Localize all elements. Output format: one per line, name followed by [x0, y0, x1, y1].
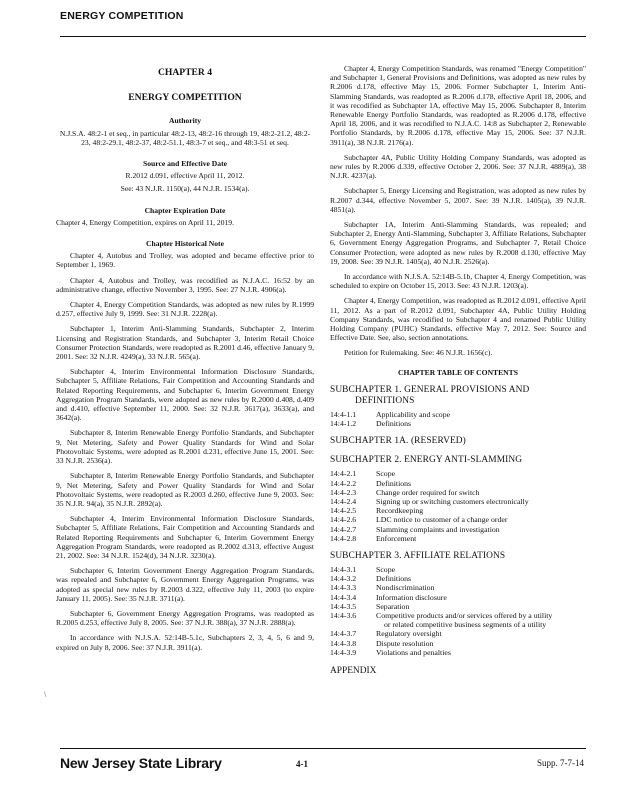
footer-supplement: Supp. 7-7-14	[537, 758, 584, 768]
toc-section-title	[376, 565, 586, 574]
toc-section-title-cont: or related competitive business segments of a utility	[384, 620, 547, 630]
toc-section-title	[376, 419, 586, 428]
history-paragraph: Subchapter 6, Interim Government Energy Aggregation Program Standards, was repealed and Subchapter 6, Government Energy Aggregation Programs, was adopted as special new rules by R.2003 d.322, effective July 11, 2003 (to expire January 11, 2005). See: 35 N.J.R. 3711(a).	[56, 566, 314, 603]
source-line-2: See: 43 N.J.R. 1150(a), 44 N.J.R. 1534(a).	[120, 184, 250, 194]
toc-subchapter-heading[interactable]	[330, 455, 586, 466]
toc-section-title-text: Violations and penalties	[376, 647, 451, 657]
source-heading: Source and Effective Date	[142, 159, 227, 169]
toc-section-row[interactable]	[330, 410, 586, 419]
toc-section-number: 14:4-3.1	[330, 564, 357, 574]
toc-section-row[interactable]	[330, 611, 586, 629]
toc-section-row[interactable]	[330, 574, 586, 583]
toc-section-row[interactable]	[330, 534, 586, 543]
history-paragraph: Subchapter 5, Energy Licensing and Registration, was adopted as new rules by R.2007 d.344, effective November 5, 2007. See: 39 N.J.R. 1405(a), 39 N.J.R. 4851(a).	[330, 186, 586, 214]
chapter-title: ENERGY COMPETITION	[128, 92, 242, 104]
toc-section-title	[376, 506, 586, 515]
toc-section-number: 14:4-3.3	[330, 583, 357, 593]
toc-section-title	[376, 488, 586, 497]
toc-section-title-text: Enforcement	[376, 533, 417, 543]
toc-subchapter-title: SUBCHAPTER 3. AFFILIATE RELATIONS	[330, 550, 506, 561]
toc-section-number: 14:4-2.6	[330, 515, 357, 525]
history-paragraph: In accordance with N.J.S.A. 52:14B-5.1b, Chapter 4, Energy Competition, was scheduled to expire on October 15, 2013. See: 43 N.J.R. 1203(a).	[330, 272, 586, 291]
history-paragraph: Subchapter 4A, Public Utility Holding Company Standards, was adopted as new rules by R.2006 d.339, effective October 2, 2006. See: 37 N.J.R. 4889(a), 38 N.J.R. 4237(a).	[330, 152, 586, 181]
expiration-heading: Chapter Expiration Date	[144, 205, 226, 215]
margin-mark: \	[44, 690, 47, 699]
toc-section-title-text: Scope	[376, 564, 396, 574]
toc-section-row[interactable]	[330, 602, 586, 611]
toc-section-title-text: Competitive products and/or services offered by a utility	[376, 610, 553, 620]
toc-section-row[interactable]	[330, 469, 586, 478]
toc-section-title-text: Applicability and scope	[376, 409, 451, 419]
toc-subchapter-title-cont: DEFINITIONS	[355, 395, 415, 406]
toc-section-title	[376, 410, 586, 419]
toc-appendix[interactable]: APPENDIX	[330, 665, 377, 676]
toc-section-title	[376, 583, 586, 592]
toc-section-title-text: Dispute resolution	[376, 638, 434, 648]
authority-heading: Authority	[168, 116, 202, 126]
toc-section-title	[376, 602, 586, 611]
history-right-paragraphs	[330, 64, 586, 342]
history-paragraph: Subchapter 1, Interim Anti-Slamming Standards, Subchapter 2, Interim Licensing and Registration Standards, and Subchapter 3, Interim Retail Choice Consumer Protection Standards, were readopted as R.2001 d.46, effective January 9, 2001. See: 32 N.J.R. 4249(a), 33 N.J.R. 565(a).	[56, 324, 314, 362]
history-paragraph: Chapter 4, Energy Competition Standards, was adopted as new rules by R.1999 d.257, effective July 9, 1999. See: 31 N.J.R. 2228(a).	[56, 300, 314, 319]
petition-text: Petition for Rulemaking. See: 46 N.J.R. 1656(c).	[344, 348, 493, 358]
toc-section-title-text: Scope	[376, 469, 396, 479]
history-paragraph: Subchapter 8, Interim Renewable Energy Portfolio Standards, and Subchapter 9, Net Metering, Safety and Power Quality Standards for Wind and Solar Photovoltaic Systems, were adopted as R.2001 d.231, effective June 15, 2001. See: 33 N.J.R. 2536(a).	[56, 428, 314, 466]
toc-section-title	[376, 534, 586, 543]
toc-section-title-text: Slamming complaints and investigation	[376, 524, 500, 534]
toc-section-title	[376, 469, 586, 478]
toc-section-number: 14:4-3.5	[330, 601, 357, 611]
toc-section-number: 14:4-2.5	[330, 506, 357, 516]
toc-section-title	[376, 648, 586, 657]
source-line-1: R.2012 d.091, effective April 11, 2012.	[125, 171, 245, 181]
history-paragraph: Chapter 4, Autobus and Trolley, was adopted and became effective prior to September 1, 1969.	[56, 251, 314, 270]
toc-section-title	[376, 479, 586, 488]
toc-section-row[interactable]	[330, 525, 586, 534]
toc-subchapter-title: SUBCHAPTER 1A. (RESERVED)	[330, 436, 466, 447]
footer-library-name: New Jersey State Library	[60, 755, 222, 771]
toc-section-title	[376, 515, 586, 524]
history-heading: Chapter Historical Note	[146, 239, 224, 249]
toc-section-title	[376, 639, 586, 648]
toc-section-title-text: Regulatory oversight	[376, 629, 442, 639]
toc-section-number: 14:4-3.8	[330, 638, 357, 648]
toc-section-row[interactable]	[330, 479, 586, 488]
toc-section-row[interactable]	[330, 583, 586, 592]
chapter-label: CHAPTER 4	[157, 67, 213, 78]
toc-section-row[interactable]	[330, 515, 586, 524]
toc-section-number: 14:4-2.8	[330, 533, 357, 543]
toc-section-number: 14:4-3.7	[330, 629, 357, 639]
toc-section-title-text: Definitions	[376, 478, 412, 488]
toc-section-title	[376, 593, 586, 602]
history-left-paragraphs	[56, 251, 314, 652]
history-paragraph: Subchapter 8, Interim Renewable Energy Portfolio Standards, and Subchapter 9, Net Metering, Safety and Power Quality Standards for Wind and Solar Photovoltaic Systems, were readopted as R.2003 d.260, effective June 9, 2003. See: 35 N.J.R. 94(a), 35 N.J.R. 2892(a).	[56, 471, 314, 508]
authority-text: N.J.S.A. 48:2-1 et seq., in particular 48:2-13, 48:2-16 through 19, 48:2-21.2, 48:2-23, 48:2-29.1, 48:2-37, 48:2-51.1, 48:3-7 et seq., and 48:3-51 et seq.	[59, 128, 311, 147]
history-paragraph: Subchapter 4, Interim Environmental Information Disclosure Standards, Subchapter 5, Affiliate Relations, Fair Competition and Accounting Standards and Related Reporting Requirements, and Subchapter 6, Interim Government Energy Aggregation Program Standards, were adopted as new rules by R.2000 d.408, d.409 and d.410, effective September 11, 2000. See: 32 N.J.R. 3617(a), 3633(a), and 3642(a).	[56, 367, 314, 423]
toc-subchapter-heading[interactable]	[330, 436, 586, 447]
toc-section-number: 14:4-2.2	[330, 478, 357, 488]
history-paragraph: Chapter 4, Energy Competition Standards, was renamed "Energy Competition" and Subchapter 1, General Provisions and Definitions, was adopted as new rules by R.2006 d.178, effective May 15, 2006. Former Subchapter 1, Interim Anti-Slamming Standards, was readopted as R.2006 d.178, effective April 18, 2006, and it was recodified as Subchapter 1A, effective May 15, 2006. Subchapter 8, Interim Renewable Energy Portfolio Standards, was readopted as R.2006 d.178, effective April 18, 2006, and it was recodified to N.J.A.C. 14:8 as Subchapter 2, Renewable Portfolio Standards, by R.2006 d.178, effective May 15, 2006. See: 37 N.J.R. 3911(a), 38 N.J.R. 2176(a).	[330, 64, 586, 147]
toc-section-number: 14:4-2.3	[330, 487, 357, 497]
toc-section-row[interactable]	[330, 488, 586, 497]
toc-section-row[interactable]	[330, 565, 586, 574]
history-paragraph: In accordance with N.J.S.A. 52:14B-5.1c, Subchapters 2, 3, 4, 5, 6 and 9, expired on July 8, 2006. See: 37 N.J.R. 3911(a).	[56, 633, 314, 652]
toc-section-title-text: Definitions	[376, 419, 412, 429]
toc-section-title	[376, 497, 586, 506]
toc-section-title-text: Definitions	[376, 574, 412, 584]
toc-section-row[interactable]	[330, 639, 586, 648]
toc-section-title-text: Nondiscrimination	[376, 583, 435, 593]
table-of-contents	[330, 385, 586, 657]
history-paragraph: Subchapter 6, Government Energy Aggregation Programs, was readopted as R.2005 d.253, effective July 8, 2005. See: 37 N.J.R. 388(a), 37 N.J.R. 2888(a).	[56, 608, 314, 628]
toc-section-number: 14:4-2.1	[330, 469, 357, 479]
toc-section-title	[376, 574, 586, 583]
toc-section-title-text: LDC notice to customer of a change order	[376, 515, 508, 525]
toc-subchapter-heading[interactable]	[330, 551, 586, 562]
toc-section-number: 14:4-3.4	[330, 592, 357, 602]
running-head: ENERGY COMPETITION	[60, 10, 184, 22]
toc-section-number: 14:4-1.2	[330, 419, 357, 429]
history-paragraph: Subchapter 4, Interim Environmental Information Disclosure Standards, Subchapter 5, Affiliate Relations, Fair Competition and Accounting Standards and Related Reporting Requirements and Subchapter 6, Interim Government Energy Aggregation Program Standards, were readopted as R.2002 d.313, effective August 21, 2002. See: 34 N.J.R. 1524(d), 34 N.J.R. 3230(a).	[56, 514, 314, 560]
toc-section-number: 14:4-3.9	[330, 647, 357, 657]
toc-section-row[interactable]	[330, 629, 586, 638]
toc-section-title	[376, 525, 586, 534]
toc-section-title-text: Signing up or switching customers electronically	[376, 496, 529, 506]
toc-subchapter-title: SUBCHAPTER 1. GENERAL PROVISIONS AND	[330, 384, 530, 395]
toc-section-number: 14:4-1.1	[330, 409, 357, 419]
toc-section-number: 14:4-2.7	[330, 524, 357, 534]
header-rule	[60, 36, 586, 37]
toc-section-row[interactable]	[330, 593, 586, 602]
toc-section-title-text: Change order required for switch	[376, 487, 480, 497]
toc-section-row[interactable]	[330, 648, 586, 657]
toc-section-title	[376, 629, 586, 638]
toc-section-title-text: Information disclosure	[376, 592, 447, 602]
expiration-text: Chapter 4, Energy Competition, expires on April 11, 2019.	[56, 217, 235, 227]
toc-heading: CHAPTER TABLE OF CONTENTS	[398, 367, 518, 377]
history-paragraph: Chapter 4, Energy Competition, was readopted as R.2012 d.091, effective April 11, 2012. As a part of R.2012 d.091, Subchapter 4A, Public Utility Holding Company Standards, was recodified to Subchapter 4 and renamed Public Utility Holding Company (PUHC) Standards, effective May 7, 2012. See: Source and Effective Date. See, also, section annotations.	[330, 296, 586, 343]
history-paragraph: Chapter 4, Autobus and Trolley, was recodified as N.J.A.C. 16:52 by an administrative change, effective November 3, 1995. See: 27 N.J.R. 4906(a).	[56, 275, 314, 294]
toc-section-number: 14:4-2.4	[330, 496, 357, 506]
history-paragraph: Subchapter 1A, Interim Anti-Slamming Standards, was repealed; and Subchapter 2, Energy Anti-Slamming, Subchapter 3, Affiliate Relations, Subchapter 6, Government Energy Aggregation Programs, and Subchapter 7, Retail Choice Consumer Protection, were adopted as new rules by R.2008 d.130, effective May 19, 2008. See: 39 N.J.R. 1405(a), 40 N.J.R. 2526(a).	[330, 220, 586, 266]
footer-rule	[60, 748, 586, 749]
footer-page-number: 4-1	[296, 759, 308, 769]
toc-subchapter-title: SUBCHAPTER 2. ENERGY ANTI-SLAMMING	[330, 455, 523, 466]
left-column	[56, 64, 314, 658]
toc-section-title-text: Separation	[376, 601, 410, 611]
toc-section-number: 14:4-3.2	[330, 574, 357, 584]
toc-section-row[interactable]	[330, 419, 586, 428]
toc-section-row[interactable]	[330, 506, 586, 515]
toc-section-row[interactable]	[330, 497, 586, 506]
right-column	[330, 64, 586, 676]
toc-section-title-text: Recordkeeping	[376, 506, 424, 516]
toc-subchapter-heading[interactable]	[330, 385, 586, 407]
toc-section-number: 14:4-3.6	[330, 610, 357, 620]
toc-section-title	[376, 611, 586, 629]
